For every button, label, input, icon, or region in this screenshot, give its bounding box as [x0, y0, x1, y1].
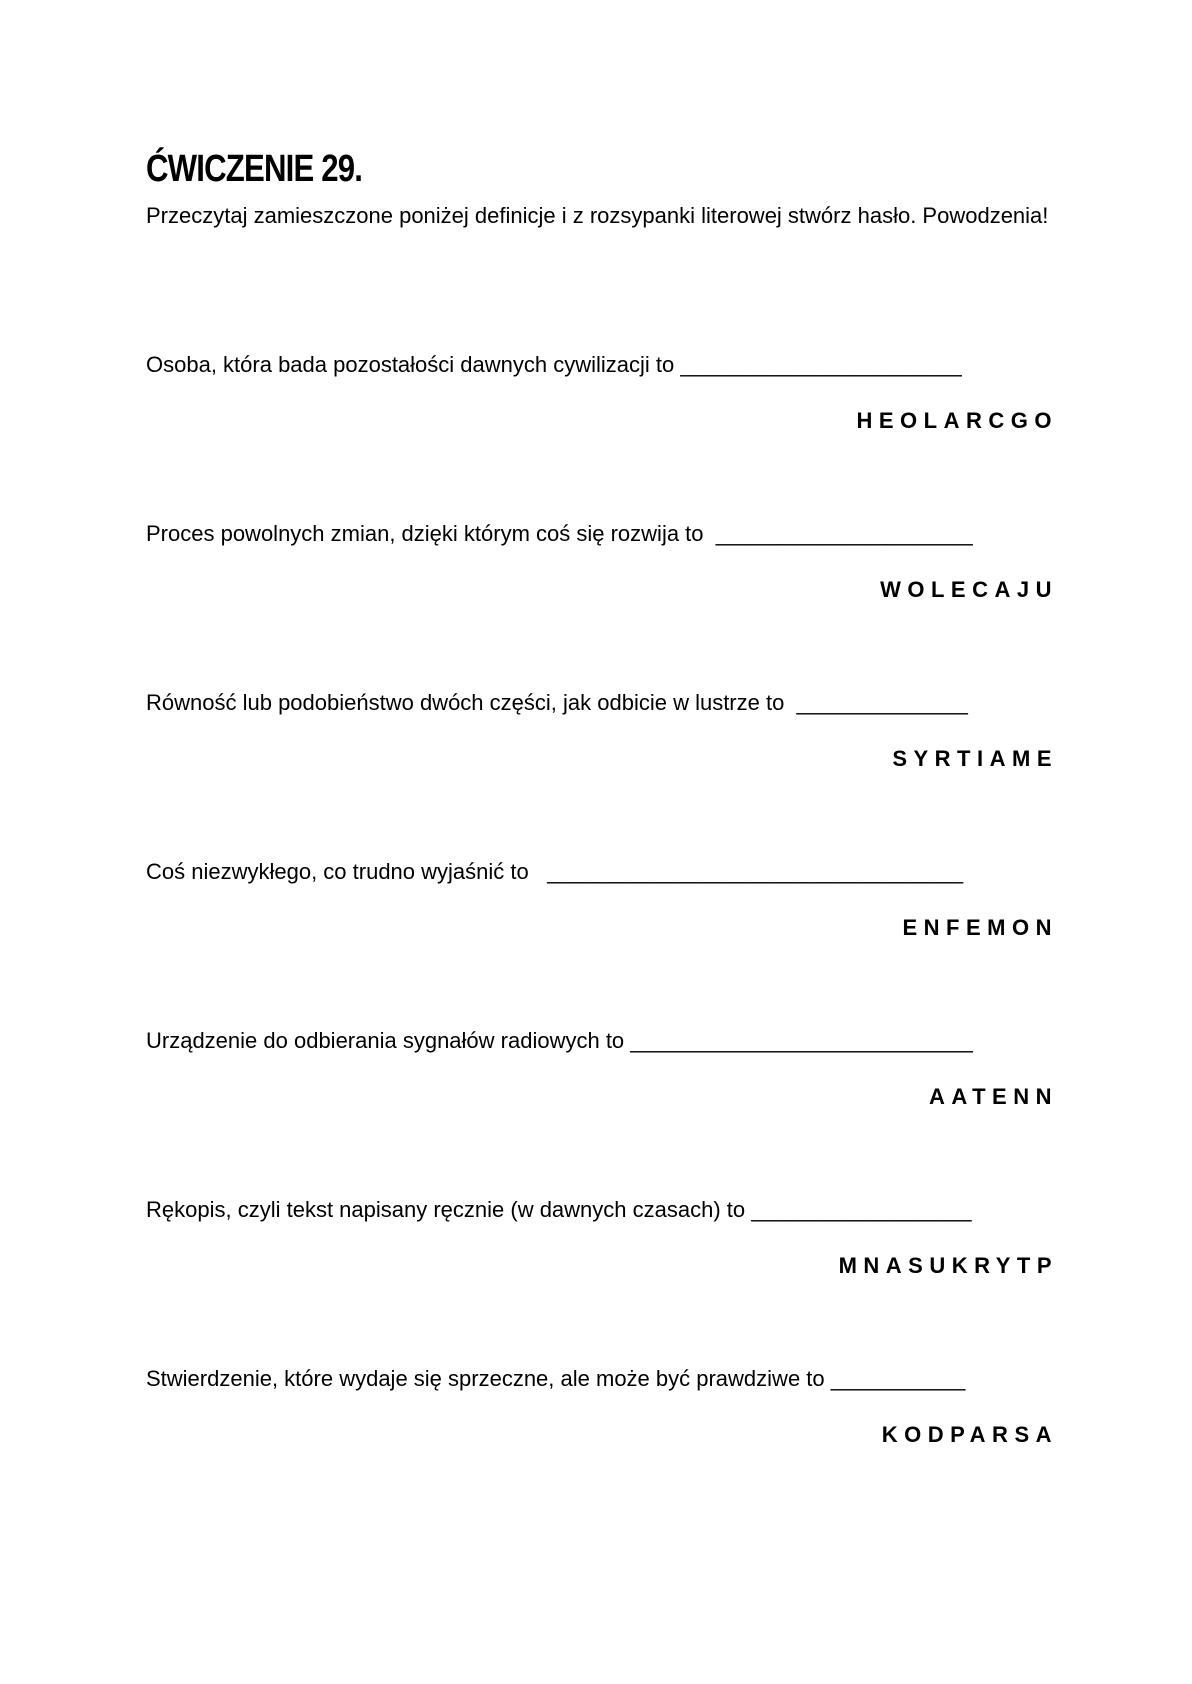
letter-scramble: MNASUKRYTP	[838, 1253, 1058, 1278]
definition-text: Rękopis, czyli tekst napisany ręcznie (w dawnych czasach) to	[146, 1197, 746, 1222]
definition-item	[146, 857, 1058, 940]
answer-blank[interactable]: ____________________________	[624, 1028, 973, 1053]
definition-line	[146, 519, 1058, 549]
answer-blank[interactable]: __________________________________	[528, 859, 964, 884]
answer-blank[interactable]: ___________	[824, 1366, 966, 1391]
definition-item	[146, 350, 1058, 433]
letter-scramble: HEOLARCGO	[856, 408, 1058, 433]
exercise-instructions: Przeczytaj zamieszczone poniżej definicje i z rozsypanki literowej stwórz hasło. Powodzenia!	[146, 203, 1049, 228]
definition-item	[146, 1026, 1058, 1109]
definition-line	[146, 1364, 1058, 1394]
letter-scramble: AATENN	[928, 1084, 1058, 1109]
exercise-title: ĆWICZENIE 29.	[146, 148, 363, 190]
answer-blank[interactable]: ______________	[784, 690, 968, 715]
definition-item	[146, 688, 1058, 771]
letter-scramble: SYRTIAME	[892, 746, 1058, 771]
answer-blank[interactable]: __________________	[745, 1197, 972, 1222]
definition-text: Urządzenie do odbierania sygnałów radiowych to	[146, 1028, 625, 1053]
definition-text: Stwierdzenie, które wydaje się sprzeczne, ale może być prawdziwe to	[146, 1366, 825, 1391]
answer-blank[interactable]: _______________________	[674, 352, 962, 377]
definition-text: Osoba, która bada pozostałości dawnych cywilizacji to	[146, 352, 675, 377]
letter-scramble: ENFEMON	[902, 915, 1058, 940]
letter-scramble: WOLECAJU	[880, 577, 1058, 602]
letter-scramble: KODPARSA	[881, 1422, 1058, 1447]
definition-item	[146, 1195, 1058, 1278]
definition-item	[146, 519, 1058, 602]
definition-text: Proces powolnych zmian, dzięki którym coś się rozwija to	[146, 521, 704, 546]
definition-line	[146, 688, 1058, 718]
definition-line	[146, 857, 1058, 887]
definition-text: Równość lub podobieństwo dwóch części, jak odbicie w lustrze to	[146, 690, 785, 715]
definition-item	[146, 1364, 1058, 1447]
definition-text: Coś niezwykłego, co trudno wyjaśnić to	[146, 859, 529, 884]
definition-line	[146, 1026, 1058, 1056]
answer-blank[interactable]: _____________________	[703, 521, 973, 546]
definition-line	[146, 350, 1058, 380]
definition-line	[146, 1195, 1058, 1225]
